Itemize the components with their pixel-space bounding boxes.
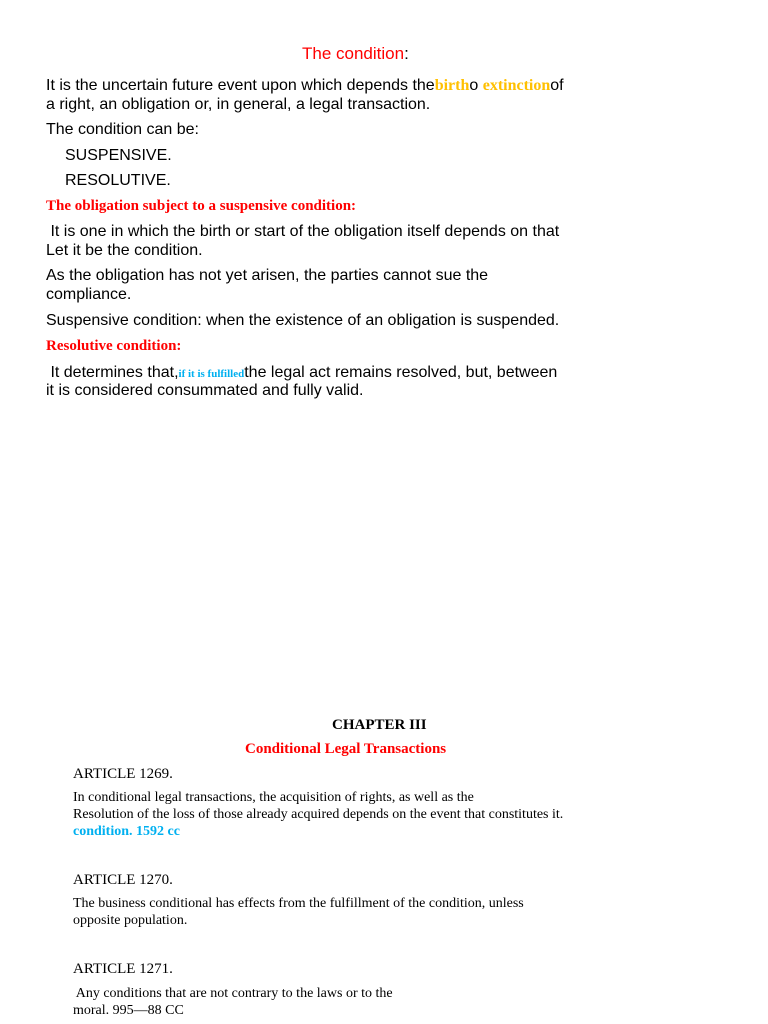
definition-line-1 (46, 76, 564, 95)
page-title (302, 44, 409, 64)
article-text-line: The business conditional has effects from the fulfillment of the condition, unless (73, 896, 524, 911)
arisen-para-line-1: As the obligation has not yet arisen, the parties cannot sue the (46, 267, 489, 284)
article-text-line: Resolution of the loss of those already acquired depends on the event that constitutes it. (73, 807, 564, 822)
bullet-suspensive (46, 146, 172, 165)
definition-of: of (550, 77, 564, 94)
definition-line-2: a right, an obligation or, in general, a legal transaction. (46, 96, 431, 113)
heading-suspensive: The obligation subject to a suspensive condition: (46, 198, 357, 214)
fulfilled-highlight: if it is fulfilled (178, 368, 245, 380)
suspensive-para-line-1: It is one in which the birth or start of the obligation itself depends on that (46, 223, 560, 240)
article-reference: condition. 1592 cc (73, 824, 180, 839)
arisen-para-line-2: compliance. (46, 286, 132, 303)
article-text-line: opposite population. (73, 913, 188, 928)
extinction-highlight: extinction (482, 77, 551, 94)
birth-highlight: birth (434, 77, 470, 94)
article-text-line: Any conditions that are not contrary to the laws or to the (73, 986, 393, 1001)
heading-resolutive: Resolutive condition: (46, 338, 182, 354)
definition-o: o (469, 77, 483, 94)
bullet-text: SUSPENSIVE. (65, 147, 172, 164)
resolutive-para-line-2: it is considered consummated and fully valid. (46, 382, 364, 399)
title-colon: : (404, 44, 409, 63)
definition-text: It is the uncertain future event upon which depends the (46, 77, 435, 94)
article-text-line: In conditional legal transactions, the acquisition of rights, as well as the (73, 790, 474, 805)
article-heading: ARTICLE 1270. (73, 872, 173, 888)
chapter-title: CHAPTER III (332, 717, 427, 733)
resolutive-text: It determines that, (46, 364, 179, 381)
article-heading: ARTICLE 1269. (73, 766, 173, 782)
bullet-resolutive (46, 171, 171, 190)
title-text: The condition (302, 44, 405, 63)
article-heading: ARTICLE 1271. (73, 961, 173, 977)
chapter-subtitle: Conditional Legal Transactions (245, 741, 447, 757)
bullet-text: RESOLUTIVE. (65, 172, 171, 189)
resolutive-text-2: the legal act remains resolved, but, between (244, 364, 558, 381)
article-text-line: moral. 995—88 CC (73, 1003, 184, 1018)
suspensive-para-line-2: Let it be the condition. (46, 242, 203, 259)
condition-can-be: The condition can be: (46, 121, 199, 138)
suspensive-definition: Suspensive condition: when the existence of an obligation is suspended. (46, 312, 560, 329)
